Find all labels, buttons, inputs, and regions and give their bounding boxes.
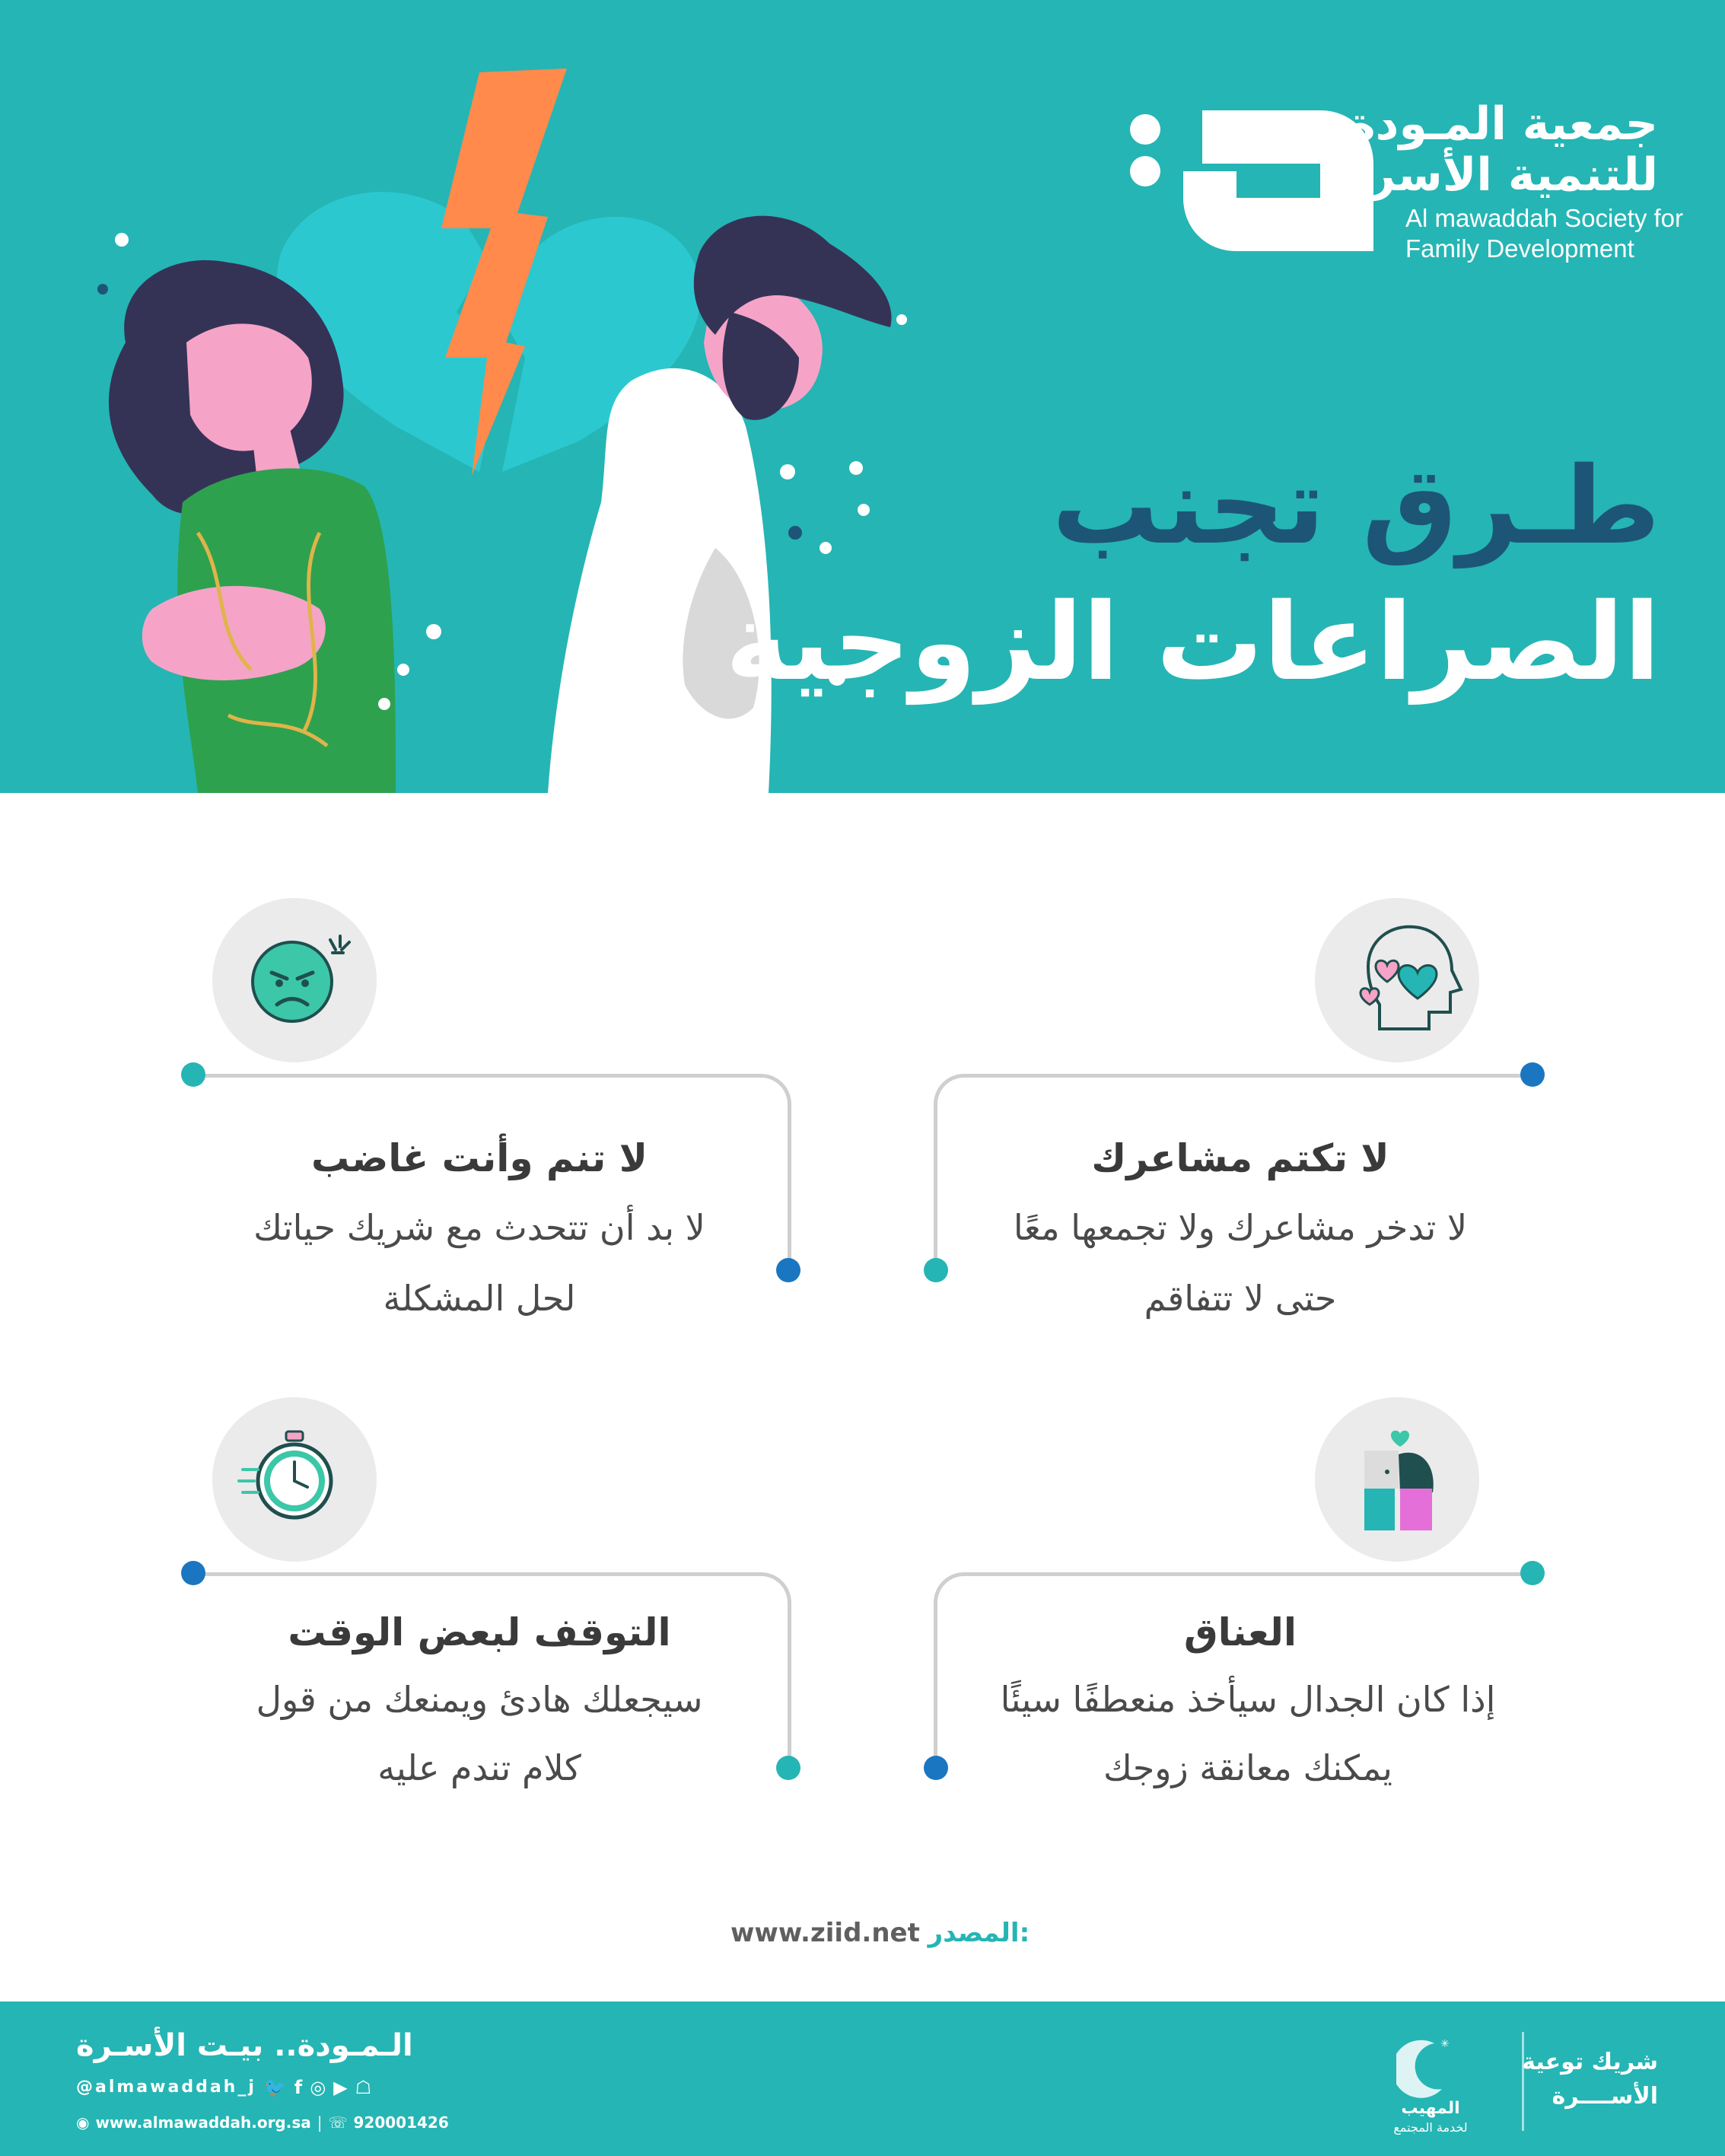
woman-arm — [142, 586, 326, 680]
partner-line2: الأســــرة — [1552, 2083, 1658, 2110]
source-url[interactable]: www.ziid.net — [730, 1918, 920, 1948]
tip-icon-circle — [212, 898, 377, 1062]
org-name-english-line2: Family Development — [1405, 234, 1634, 263]
tip-title: لا تنم وأنت غاضب — [311, 1136, 648, 1180]
tip-icon-circle — [1315, 1397, 1479, 1562]
tip-title: التوقف لبعض الوقت — [288, 1610, 671, 1654]
website-link[interactable]: www.almawaddah.org.sa — [95, 2113, 311, 2132]
sponsor-name: المهيب — [1401, 2099, 1460, 2118]
connector-dot — [924, 1258, 948, 1282]
phone-icon: ☏ — [328, 2113, 348, 2132]
hug-icon — [1315, 1397, 1479, 1562]
tip-text-line2: لحل المشكلة — [383, 1278, 576, 1319]
connector-dot — [1520, 1062, 1545, 1087]
social-handle[interactable]: @almawaddah_j — [76, 2078, 256, 2097]
tip-icon-circle — [1315, 898, 1479, 1062]
tip-text-line1: لا بد أن تتحدث مع شريك حياتك — [253, 1207, 705, 1248]
angry-face-icon — [212, 898, 377, 1062]
source-label: المصدر: — [928, 1918, 1030, 1948]
tip-text-line2: يمكنك معانقة زوجك — [1103, 1747, 1392, 1788]
partner-line1: شريك توعية — [1522, 2049, 1658, 2075]
separator: | — [317, 2113, 323, 2132]
stopwatch-icon — [212, 1397, 377, 1562]
connector-dot — [1520, 1561, 1545, 1585]
footer-bar — [0, 2002, 1725, 2156]
tip-text-line2: كلام تندم عليه — [377, 1747, 581, 1788]
org-name-arabic-line1: جمعية المـودة — [1348, 97, 1658, 151]
tip-text-line2: حتى لا تتفاقم — [1144, 1278, 1337, 1319]
connector-dot — [924, 1756, 948, 1780]
connector-dot — [776, 1756, 800, 1780]
footer-tagline: الـمـودة.. بيـت الأسـرة — [76, 2028, 413, 2063]
instagram-icon[interactable]: ◎ — [310, 2077, 326, 2098]
youtube-icon[interactable]: ▶ — [333, 2077, 348, 2098]
connector-dot — [181, 1561, 205, 1585]
facebook-icon[interactable]: f — [294, 2077, 303, 2098]
tip-title: لا تكتم مشاعرك — [1091, 1136, 1389, 1180]
org-name-english-line1: Al mawaddah Society for — [1405, 204, 1684, 232]
globe-icon: ◉ — [76, 2113, 90, 2132]
tip-title: العناق — [1183, 1610, 1297, 1654]
snapchat-icon[interactable]: ☖ — [355, 2077, 372, 2098]
header-banner — [0, 0, 1725, 793]
sponsor-subtitle: لخدمة المجتمع — [1393, 2120, 1468, 2135]
tip-connector-frame — [190, 1572, 791, 1770]
heart-head-icon — [1315, 898, 1479, 1062]
source-citation — [730, 1918, 1030, 1948]
sponsor-crescent-icon — [1396, 2032, 1457, 2100]
phone-number[interactable]: 920001426 — [353, 2113, 449, 2132]
page-title-line2: الصراعات الزوجية — [725, 581, 1660, 705]
tip-icon-circle — [212, 1397, 377, 1562]
tip-connector-frame — [934, 1572, 1535, 1770]
footer-divider — [1522, 2032, 1524, 2131]
connector-dot — [776, 1258, 800, 1282]
contact-row — [76, 2112, 449, 2133]
svg-text:✳: ✳ — [1440, 2038, 1450, 2050]
tip-text-line1: سيجعلك هادئ ويمنعك من قول — [256, 1679, 703, 1720]
org-name-arabic-line2: للتنمية الأسرية — [1324, 148, 1658, 202]
page-title-line1: طـرق تجنب — [1052, 444, 1660, 568]
connector-dot — [181, 1062, 205, 1087]
tip-text-line1: إذا كان الجدال سيأخذ منعطفًا سيئًا — [1000, 1679, 1496, 1720]
social-row — [76, 2076, 371, 2099]
twitter-icon[interactable]: 🐦 — [263, 2077, 287, 2098]
tip-text-line1: لا تدخر مشاعرك ولا تجمعها معًا — [1013, 1207, 1468, 1248]
